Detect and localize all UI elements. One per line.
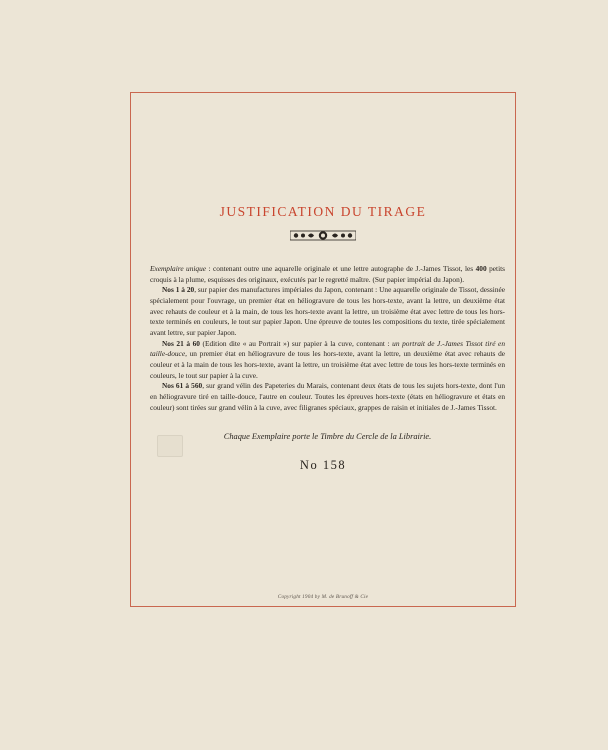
paragraph-italic: un portrait de J.-James Tissot tiré en taille-douce bbox=[150, 338, 505, 359]
copy-number: No 158 bbox=[299, 458, 347, 472]
paragraph-number: Nos 21 à 60 bbox=[162, 338, 200, 348]
page-title: JUSTIFICATION DU TIRAGE bbox=[219, 204, 427, 219]
paragraph-text: (Edition dite « au Portrait ») sur papier à la cuve, contenant : bbox=[199, 338, 393, 348]
paragraph-number: Nos 61 à 560 bbox=[162, 381, 203, 391]
timbre-note: Chaque Exemplaire porte le Timbre du Cercle de la Librairie. bbox=[223, 432, 432, 441]
paragraph-number: 400 bbox=[475, 264, 487, 273]
paragraph-61-to-560 bbox=[150, 381, 505, 413]
paragraph-exemplaire-unique bbox=[150, 264, 505, 285]
decorative-ornament bbox=[290, 229, 356, 242]
paragraph-text: petits croquis à la plume, esquisses des originaux, exécutés par le regretté maître. (Sur papier impérial du Japon). bbox=[150, 264, 506, 284]
paragraph-21-to-60 bbox=[150, 339, 505, 382]
paragraph-text: , sur papier des manufactures impériales du Japon, contenant : Une aquarelle originale de Tissot, dessinée spécialement pour l'ouvrage, un premier état en héliogravure de tous les hors-texte, avant la lettre, un deuxième état avec rehauts de couleur et à la main, de tous les hors-texte avant la lettre, un troisième état avec lettre de tous les hors-texte terminés en couleurs, le tout sur papier Japon. Une épreuve de toutes les compositions du texte, tirée spécialement avant lettre, sur papier Japon. bbox=[150, 285, 506, 337]
paragraph-text: : contenant outre une aquarelle originale et une lettre autographe de J.-James Tissot, les bbox=[206, 264, 476, 273]
paragraph-1-to-20 bbox=[150, 285, 505, 338]
copyright-line: Copyright 1904 by M. de Brunoff & Cie bbox=[277, 594, 369, 600]
paragraph-text: , un premier état en héliogravure de tous les hors-texte, avant la lettre, un deuxième état avec rehauts de couleur et à la main de tous les hors-texte, avant la lettre, un troisième état avec lettre de tous les hors-texte terminés en couleurs, le tout sur papier à la cuve. bbox=[150, 349, 505, 380]
paragraph-lead: Exemplaire unique bbox=[150, 264, 207, 273]
paragraph-text: , sur grand vélin des Papeteries du Marais, contenant deux états de tous les sujets hors-texte, dont l'un en héliogravure tiré en taille-douce, l'autre en couleur. Toutes les épreuves hors-texte (états en héliogravure et états en couleur) sont tirées sur grand vélin à la cuve, avec filigranes spéciaux, grappes de raisin et initiales de J.-James Tissot. bbox=[150, 381, 505, 412]
justification-text bbox=[150, 264, 505, 413]
paragraph-number: Nos 1 à 20 bbox=[162, 285, 195, 295]
